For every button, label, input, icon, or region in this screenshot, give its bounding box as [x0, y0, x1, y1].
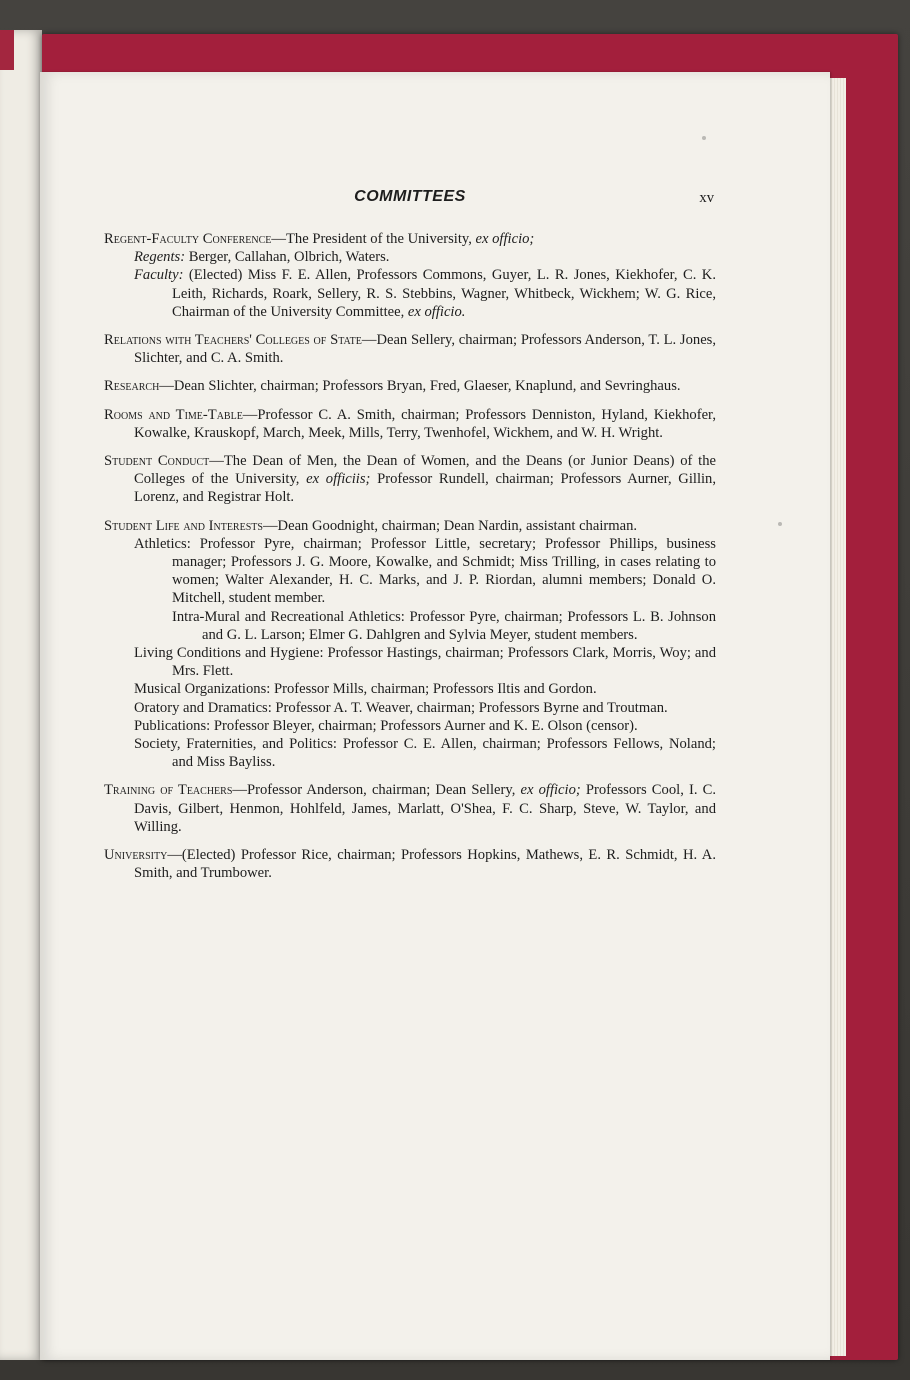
regents-line — [104, 248, 716, 266]
committee-paragraph — [104, 331, 716, 367]
committee-text: —Professor C. A. Smith, chairman; Professors Denniston, Hyland, Kiekhofer, Kowalke, Krauskopf, March, Meek, Mills, Terry, Twenhofel, Wickhem, and W. H. Wright. — [134, 406, 716, 441]
committee-student-life — [104, 517, 716, 772]
regents-text: Berger, Callahan, Olbrich, Waters. — [185, 249, 390, 266]
subcommittee-intramural: Intra-Mural and Recreational Athletics: Professor Pyre, chairman; Professors L. B. Johnson and G. L. Larson; Elmer G. Dahlgren and Sylvia Meyer, student members. — [172, 608, 716, 643]
committee-name: Rooms and Time-Table — [104, 406, 243, 423]
ex-officiis-note: ex officiis; — [306, 471, 371, 488]
ex-officio-note: ex officio; — [475, 231, 535, 247]
committee-text: —Dean Sellery, chairman; Professors Anderson, T. L. Jones, Slichter, and C. A. Smith. — [134, 332, 717, 367]
committee-name: Student Conduct — [104, 453, 210, 470]
committee-name: Research — [104, 378, 160, 395]
committee-text: —(Elected) Professor Rice, chairman; Professors Hopkins, Mathews, E. R. Schmidt, H. A. Smith, and Trumbower. — [134, 847, 716, 882]
subcommittee-living: Living Conditions and Hygiene: Professor Hastings, chairman; Professors Clark, Morris, Woy; and Mrs. Flett. — [134, 645, 716, 680]
committee-text: —Dean Goodnight, chairman; Dean Nardin, assistant chairman. — [262, 517, 638, 534]
committee-rooms — [104, 406, 716, 442]
faculty-line — [104, 266, 716, 321]
committee-text-continued: Professor Rundell, chairman; Professors Aurner, Gillin, Lorenz, and Registrar Holt. — [134, 471, 716, 506]
paper-speck — [778, 522, 782, 526]
page-content — [104, 188, 716, 893]
regents-label: Regents: — [134, 249, 186, 266]
faculty-ex-officio: ex officio. — [407, 303, 466, 320]
committee-text-continued: Professors Cool, I. C. Davis, Gilbert, Henmon, Hohlfeld, James, Marlatt, O'Shea, F. C. Sharp, Steve, W. Taylor, and Willing. — [134, 782, 716, 835]
committee-name: Training of Teachers — [104, 782, 233, 799]
page-number: xv — [699, 190, 714, 206]
committee-text: —The President of the University, — [271, 231, 476, 247]
committee-text: —Professor Anderson, chairman; Dean Sellery, — [232, 782, 521, 799]
subcommittee-publications: Publications: Professor Bleyer, chairman; Professors Aurner and K. E. Olson (censor). — [134, 717, 638, 734]
committee-university — [104, 846, 716, 882]
committee-name: Relations with Teachers' Colleges of State — [104, 332, 362, 349]
committee-relations — [104, 331, 716, 367]
committee-paragraph — [104, 517, 716, 535]
committee-paragraph — [104, 406, 716, 442]
faculty-label: Faculty: — [134, 267, 184, 284]
facing-spine-ribbon — [0, 30, 14, 70]
committee-text: —The Dean of Men, the Dean of Women, and the Deans (or Junior Deans) of the Colleges of the University, — [134, 453, 717, 488]
committee-paragraph — [104, 846, 716, 882]
ex-officio-note: ex officio; — [520, 782, 581, 799]
committee-paragraph — [104, 452, 716, 507]
committee-regent-faculty — [104, 230, 716, 321]
committee-name: Regent-Faculty Conference — [104, 231, 272, 247]
running-header — [104, 188, 716, 210]
subcommittee-musical: Musical Organizations: Professor Mills, chairman; Professors Iltis and Gordon. — [134, 681, 597, 698]
committee-paragraph — [104, 230, 716, 248]
faculty-text: (Elected) Miss F. E. Allen, Professors Commons, Guyer, L. R. Jones, Kiekhofer, C. K. Leith, Richards, Roark, Sellery, R. S. Stebbins, Wagner, Whitbeck, Wickhem; W. G. Rice, Chairman of the University Committee, — [172, 267, 716, 320]
committee-research — [104, 377, 716, 395]
facing-page-edge — [0, 30, 42, 1360]
committee-name: Student Life and Interests — [104, 517, 263, 534]
subcommittee-society: Society, Fraternities, and Politics: Professor C. E. Allen, chairman; Professors Fellows, Noland; and Miss Bayliss. — [134, 736, 716, 771]
subcommittee-oratory: Oratory and Dramatics: Professor A. T. Weaver, chairman; Professors Byrne and Troutman. — [134, 699, 668, 716]
committee-paragraph — [104, 377, 716, 395]
committee-paragraph — [104, 781, 716, 836]
running-head-title: COMMITTEES — [354, 188, 466, 205]
committee-name: University — [104, 847, 168, 864]
committee-student-conduct — [104, 452, 716, 507]
committee-training — [104, 781, 716, 836]
subcommittee-athletics: Athletics: Professor Pyre, chairman; Professor Little, secretary; Professor Phillips, business manager; Professors J. G. Moore, Kowalke, and Schmidt; Miss Trilling, in cases relating to women; Walter Alexander, H. C. Marks, and J. P. Riordan, alumni members; Donald O. Mitchell, student member. — [134, 535, 716, 607]
paper-speck — [702, 136, 706, 140]
committee-text: —Dean Slichter, chairman; Professors Bryan, Fred, Glaeser, Knaplund, and Sevringhaus. — [159, 378, 681, 395]
